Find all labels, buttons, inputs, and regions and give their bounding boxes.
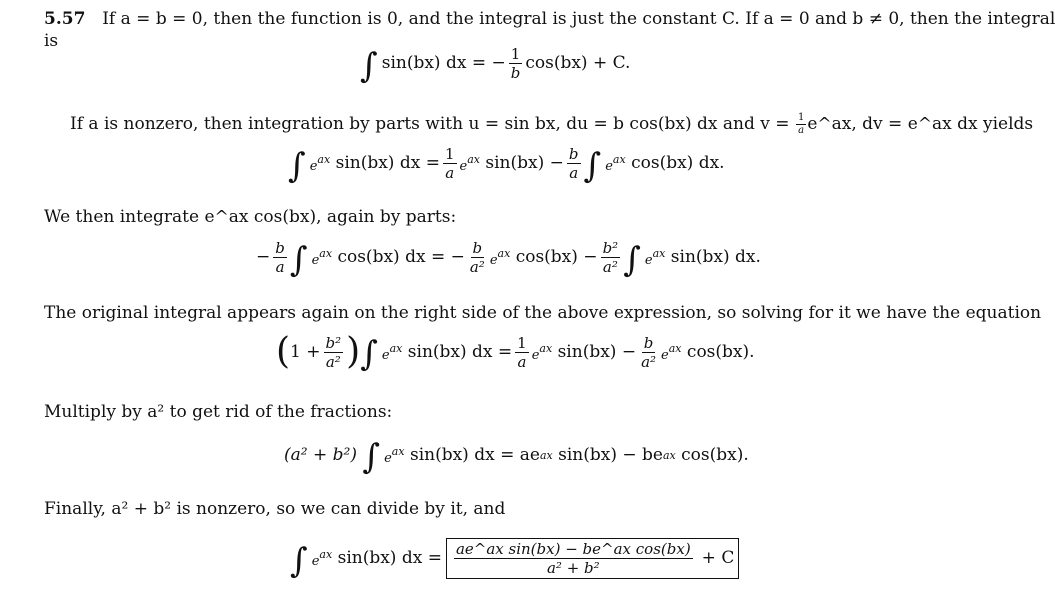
eq6-plus-c: + C xyxy=(701,548,735,568)
eq5-rhs: cos(bx). xyxy=(681,444,749,465)
equation-1 xyxy=(360,45,631,86)
exp-eax: $e^{ax}$ xyxy=(309,153,331,174)
eq6-num: ae^ax sin(bx) − be^ax cos(bx) xyxy=(455,540,691,558)
eq2-frac2 xyxy=(567,146,581,181)
eq2-f2d: a xyxy=(569,164,579,182)
eq2-frac1 xyxy=(443,146,457,181)
exp-eax: $e^{ax}$ xyxy=(381,341,403,363)
eq4-rhs: cos(bx). xyxy=(686,341,755,362)
eq4-f2n: 1 xyxy=(517,333,527,352)
eq4-one: 1 + xyxy=(290,341,321,362)
integral-sign: ∫ xyxy=(362,437,381,477)
equation-5 xyxy=(284,437,749,477)
eq6-den: a² + b² xyxy=(546,559,600,577)
paren-close: ) xyxy=(346,331,361,372)
eq4-f2d: a xyxy=(517,352,527,371)
exp-ax: ax xyxy=(662,448,676,462)
equation-3: − $\frac{b}{a}$ ∫ $e^{ax}$ cos(bx) dx = − $\frac{b}{\text{a²}}$ $e^{ax}$ cos(bx) − $\frac{\text{b²}}{\text{a²}}$ ∫ $e^{ax}$ sin(bx) dx. xyxy=(256,239,761,280)
exp-eax: $e^{ax}$ xyxy=(644,247,666,268)
eq3-frac1 xyxy=(273,240,287,275)
eq3-f3d: a² xyxy=(602,258,618,276)
eq4-frac3 xyxy=(639,335,658,370)
problem-number: 5.57 xyxy=(44,9,86,29)
eq2-rhs: cos(bx) dx. xyxy=(631,153,725,173)
eq4-f1n: b² xyxy=(325,333,342,352)
para2-end: e^ax, dv = e^ax dx yields xyxy=(807,114,1034,134)
final-answer-box xyxy=(446,538,739,579)
paragraph-4: The original integral appears again on the right side of the above expression, so solving for it we have the equation xyxy=(44,303,1042,323)
eq2-f1d: a xyxy=(445,164,455,182)
eq3-rhs: sin(bx) dx. xyxy=(670,247,761,267)
eq5-mid: sin(bx) dx = ae xyxy=(409,444,540,465)
para2-frac-num: 1 xyxy=(797,112,805,123)
exp-eax: $e^{ax}$ xyxy=(489,247,511,268)
paragraph-5: Multiply by a² to get rid of the fractions: xyxy=(44,402,393,422)
exp-eax: $e^{ax}$ xyxy=(605,153,626,174)
exp-eax: $e^{ax}$ xyxy=(311,548,333,569)
eq4-frac2 xyxy=(515,335,529,370)
equation-4 xyxy=(276,331,755,374)
problem-intro-cont: is xyxy=(44,31,59,51)
para2-fraction xyxy=(796,113,806,136)
para2-text: If a is nonzero, then integration by parts with u = sin bx, du = b cos(bx) dx and v = xyxy=(70,114,795,134)
eq3-f2d: a² xyxy=(469,258,485,276)
eq1-den: b xyxy=(510,64,521,82)
exp-eax: $e^{ax}$ xyxy=(531,341,553,363)
eq2-f1n: 1 xyxy=(444,145,455,163)
eq6-fraction xyxy=(454,541,693,576)
eq4-f3d: a² xyxy=(641,352,657,371)
para2-frac-den: a xyxy=(798,125,805,136)
exp-eax: $e^{ax}$ xyxy=(311,247,333,268)
eq1-num: 1 xyxy=(510,45,521,63)
problem-intro-line xyxy=(44,8,1055,30)
eq3-f1n: b xyxy=(275,239,285,257)
eq4-f1d: a² xyxy=(325,352,341,371)
eq3-mid: cos(bx) − xyxy=(515,247,598,267)
paragraph-2 xyxy=(70,113,1033,136)
exp-eax: $e^{ax}$ xyxy=(384,444,405,466)
integral-sign: ∫ xyxy=(289,239,308,280)
eq5-lhs: (a² + b²) xyxy=(284,444,357,465)
eq3-f1d: a xyxy=(275,258,285,276)
eq2-lhs: sin(bx) dx = xyxy=(335,153,440,173)
exp-eax: $e^{ax}$ xyxy=(661,341,682,363)
eq3-lhs: cos(bx) dx = − xyxy=(337,247,465,267)
eq1-fraction xyxy=(509,46,523,81)
eq6-lhs: sin(bx) dx = xyxy=(337,548,442,568)
exp-eax: $e^{ax}$ xyxy=(459,153,480,174)
equation-6 xyxy=(290,538,739,579)
exp-ax: ax xyxy=(539,448,553,462)
eq1-lhs: sin(bx) dx = − xyxy=(381,53,506,73)
eq2-f2n: b xyxy=(568,145,579,163)
eq5-mid2: sin(bx) − be xyxy=(558,444,663,465)
eq4-mid: sin(bx) − xyxy=(557,341,637,362)
equation-2 xyxy=(288,145,725,186)
paren-open: ( xyxy=(276,331,291,372)
paragraph-3: We then integrate e^ax cos(bx), again by parts: xyxy=(44,207,457,227)
eq2-mid: sin(bx) − xyxy=(485,153,564,173)
integral-sign: ∫ xyxy=(583,145,602,186)
integral-sign: ∫ xyxy=(360,334,378,374)
problem-intro-text: If a = b = 0, then the function is 0, and the integral is just the constant C. If a = 0 and b ≠ 0, then the integral xyxy=(102,9,1055,29)
eq3-frac2 xyxy=(468,240,487,275)
integral-sign: ∫ xyxy=(360,45,378,86)
integral-sign: ∫ xyxy=(623,239,641,280)
eq4-f3n: b xyxy=(643,333,654,352)
eq4-lhs: sin(bx) dx = xyxy=(407,341,513,362)
eq1-rhs: cos(bx) + C. xyxy=(525,53,631,73)
eq4-frac1 xyxy=(324,335,344,370)
integral-sign: ∫ xyxy=(288,145,306,186)
eq3-f2n: b xyxy=(472,239,483,257)
paragraph-6: Finally, a² + b² is nonzero, so we can divide by it, and xyxy=(44,499,506,519)
integral-sign: ∫ xyxy=(290,540,308,581)
eq3-f3n: b² xyxy=(602,239,619,257)
eq3-frac3 xyxy=(601,240,621,275)
